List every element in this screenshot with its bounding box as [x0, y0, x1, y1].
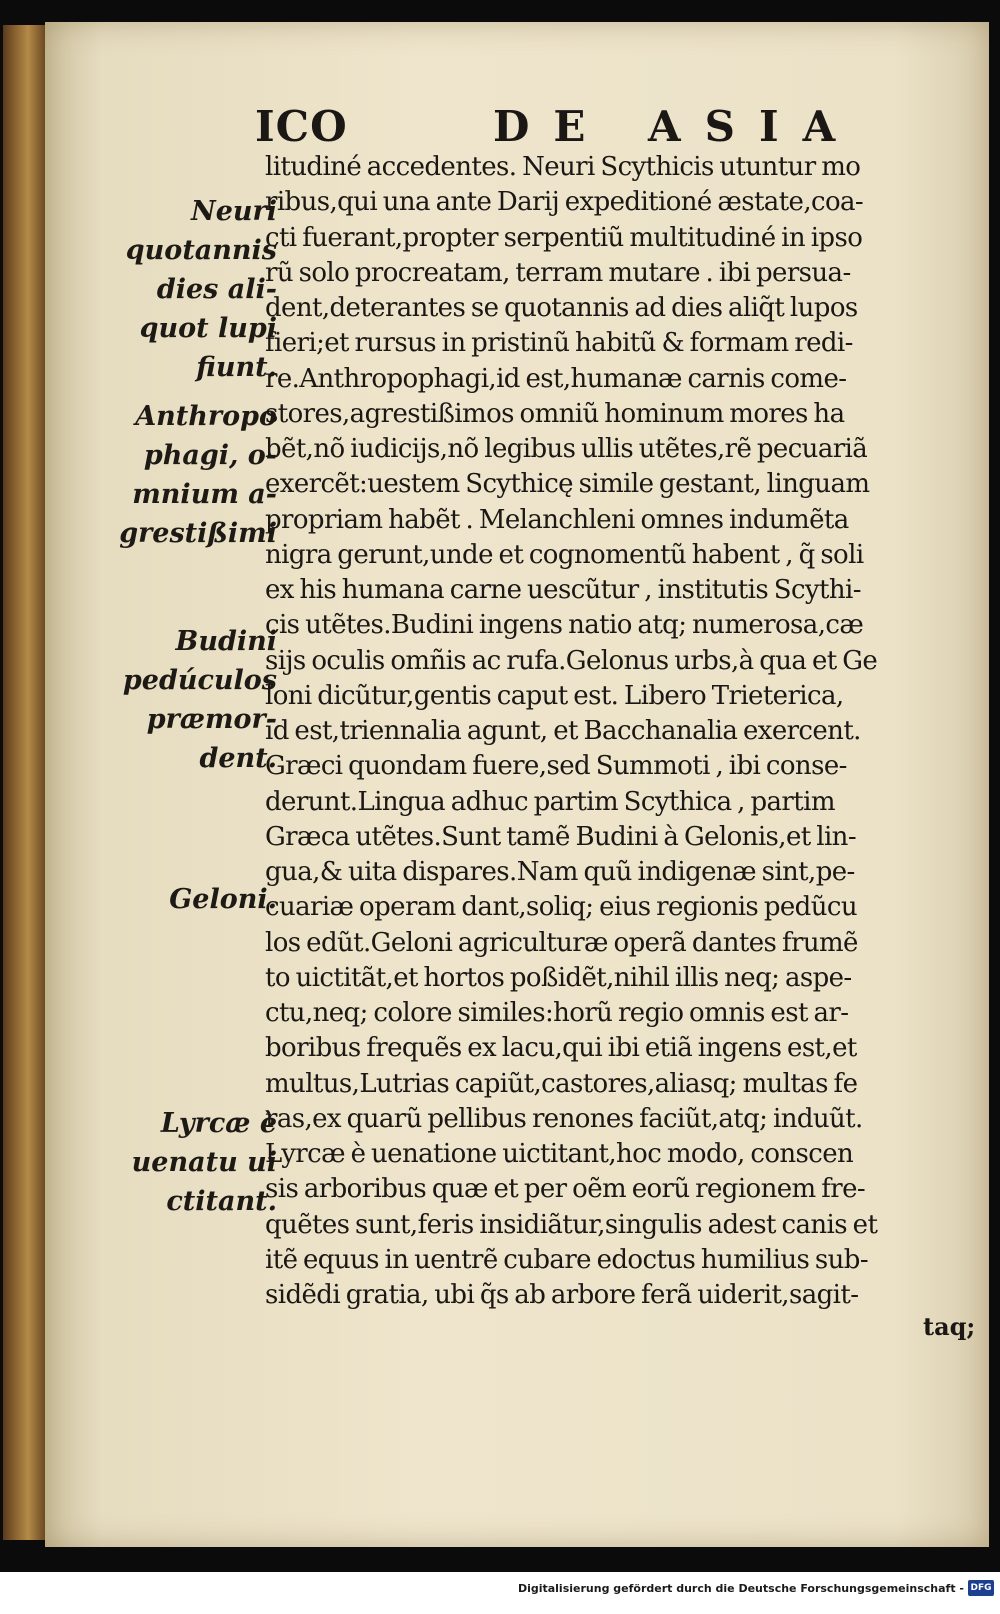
- marginal-line: phagi, o-: [143, 440, 277, 471]
- text-line: Græci quondam fuere,sed Summoti , ibi conse-: [265, 751, 847, 782]
- text-line: derunt.Lingua adhuc partim Scythica , partim: [265, 786, 835, 817]
- text-line: cis utẽtes.Budini ingens natio atq; numerosa,cæ: [265, 610, 864, 641]
- marginal-line: quotannis: [125, 235, 277, 266]
- text-line: quẽtes sunt,feris insidiãtur,singulis adest canis et: [265, 1209, 878, 1240]
- marginal-line: Lyrcæ è: [160, 1108, 277, 1139]
- catchword: taq;: [923, 1312, 976, 1341]
- book-page: [45, 22, 989, 1547]
- main-text-block: [265, 150, 965, 1313]
- marginal-line: quot lupi: [139, 313, 277, 344]
- text-line: boribus frequẽs ex lacu,qui ibi etiã ingens est,et: [265, 1033, 857, 1064]
- text-line: nigra gerunt,unde et cognomentũ habent , q̃ soli: [265, 539, 864, 570]
- text-line: ribus,qui una ante Darij expeditioné æstate,coa-: [265, 187, 864, 218]
- text-line: re.Anthropophagi,id est,humanæ carnis come-: [265, 363, 847, 394]
- marginalia-column: [45, 22, 277, 1547]
- text-line: ras,ex quarũ pellibus renones faciũt,atq; induũt.: [265, 1103, 863, 1134]
- text-line: to uictitãt,et hortos poßidẽt,nihil illis neq; aspe-: [265, 962, 852, 993]
- marginal-line: dies ali-: [156, 274, 277, 305]
- text-line: cti fuerant,propter serpentiũ multitudiné in ipso: [265, 222, 863, 253]
- text-line: sis arboribus quæ et per oẽm eorũ regionem fre-: [265, 1174, 866, 1205]
- marginal-note-budini: [107, 622, 277, 778]
- text-line: dent,deterantes se quotannis ad dies aliq̃t lupos: [265, 293, 858, 323]
- funding-credit: Digitalisierung gefördert durch die Deutsche Forschungsgemeinschaft -: [517, 1582, 964, 1595]
- marginal-line: Anthropo: [135, 401, 277, 432]
- text-line: ex his humana carne uescũtur , institutis Scythi-: [265, 575, 861, 605]
- book-spine: [3, 25, 45, 1540]
- marginal-line: grestißimi: [119, 518, 277, 549]
- marginal-line: ctitant.: [166, 1186, 277, 1217]
- text-line: exercẽt:uestem Scythicę simile gestant, linguam: [265, 469, 870, 500]
- text-line: sidẽdi gratia, ubi q̃s ab arbore ferã uiderit,sagit-: [265, 1280, 859, 1310]
- text-line: sijs oculis omñis ac rufa.Gelonus urbs,à qua et Ge: [265, 645, 878, 676]
- text-line: cuariæ operam dant,soliq; eius regionis pedũcu: [265, 892, 857, 923]
- text-line: ctu,neq; colore similes:horũ regio omnis est ar-: [265, 998, 849, 1028]
- marginal-note-lyrcae: [107, 1104, 277, 1221]
- text-line: Lyrcæ è uenatione uictitant,hoc modo, conscen: [265, 1139, 854, 1169]
- marginal-line: pedúculos: [122, 665, 277, 696]
- marginal-line: Budini: [175, 626, 277, 657]
- text-line: Græca utẽtes.Sunt tamẽ Budini à Gelonis,et lin-: [265, 821, 857, 852]
- marginal-line: Geloni.: [169, 884, 277, 915]
- text-line: stores,agrestißimos omniũ hominum mores ha: [265, 398, 845, 429]
- text-line: los edũt.Geloni agriculturæ operã dantes frumẽ: [265, 927, 858, 958]
- text-line: fieri;et rursus in pristinũ habitũ & formam redi-: [265, 328, 853, 359]
- digitization-footer: [0, 1572, 1000, 1614]
- marginal-line: Neuri: [191, 196, 277, 227]
- text-line: id est,triennalia agunt, et Bacchanalia exercent.: [265, 716, 861, 746]
- text-line: loni dicũtur,gentis caput est. Libero Trieterica,: [265, 680, 844, 711]
- text-line: multus,Lutrias capiũt,castores,aliasq; multas fe: [265, 1068, 858, 1099]
- running-head: DE ASIA: [493, 102, 860, 151]
- marginal-line: dent.: [199, 743, 277, 774]
- marginal-line: uenatu ui: [131, 1147, 277, 1178]
- marginal-line: fiunt.: [196, 352, 277, 383]
- text-line: gua,& uita dispares.Nam quũ indigenæ sint,pe-: [265, 857, 855, 887]
- text-line: propriam habẽt . Melanchleni omnes indumẽta: [265, 504, 849, 535]
- dfg-logo-icon: DFG: [968, 1580, 994, 1596]
- marginal-line: præmor-: [146, 704, 277, 735]
- text-line: itẽ equus in uentrẽ cubare edoctus humilius sub-: [265, 1244, 869, 1275]
- marginal-line: mnium a-: [132, 479, 277, 510]
- marginal-note-neuri: [107, 192, 277, 387]
- marginal-note-anthropophagi: [107, 397, 277, 553]
- marginal-note-geloni: [107, 880, 277, 919]
- folio-number: ICO: [255, 102, 348, 151]
- text-line: rũ solo procreatam, terram mutare . ibi persua-: [265, 257, 851, 288]
- text-line: bẽt,nõ iudicijs,nõ legibus ullis utẽtes,rẽ pecuariã: [265, 434, 868, 464]
- text-line: litudiné accedentes. Neuri Scythicis utuntur mo: [265, 152, 861, 182]
